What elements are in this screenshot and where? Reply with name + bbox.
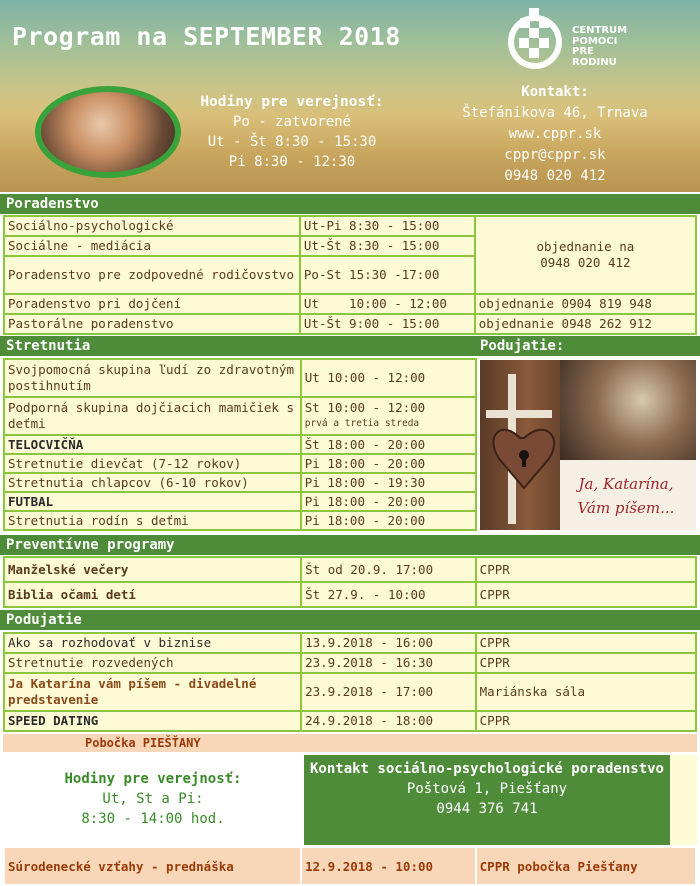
event-poster-image [480,360,696,530]
section-preventivne: Preventívne programy [0,535,700,555]
podujatie-label: Podujatie: [480,338,565,354]
family-photo [35,86,181,178]
table-row: Podporná skupina dojčiacich mamičiek s deťmi St 10:00 - 12:00 prvá a tretia streda [4,397,476,435]
branch-bar: Pobočka PIEŠŤANY [3,734,697,752]
branch-strip [670,755,697,845]
poradenstvo-table [3,215,697,335]
branch-hours: Hodiny pre verejnosť: Ut, St a Pi: 8:30 - 14:00 hod. [4,755,302,845]
saint-portrait [560,360,696,460]
table-row: Stretnutia rodín s deťmi Pi 18:00 - 20:00 [4,511,476,530]
stretnutia-table [3,358,477,531]
table-row: SPEED DATING 24.9.2018 - 18:00 CPPR [4,711,696,731]
table-row: Stretnutia chlapcov (6-10 rokov) Pi 18:00 - 19:30 [4,473,476,492]
section-podujatie: Podujatie [0,610,700,630]
table-row: Súrodenecké vzťahy - prednáška 12.9.2018 - 10:00 CPPR pobočka Piešťany [4,847,696,885]
public-hours: Hodiny pre verejnosť: Po - zatvorené Ut - Št 8:30 - 15:30 Pi 8:30 - 12:30 [200,94,384,170]
table-row: Biblia očami detí Št 27.9. - 10:00 CPPR [4,582,696,607]
table-row: Stretnutie dievčat (7-12 rokov) Pi 18:00 - 20:00 [4,454,476,473]
branch-contact: Kontakt sociálno-psychologické poradenstvo Poštová 1, Piešťany 0944 376 741 [304,755,670,845]
section-poradenstvo: Poradenstvo [0,194,700,214]
table-row: TELOCVIČŇA Št 18:00 - 20:00 [4,435,476,454]
contact-block: Kontakt: Štefánikova 46, Trnava www.cppr.sk cppr@cppr.sk 0948 020 412 [462,84,648,184]
table-row: FUTBAL Pi 18:00 - 20:00 [4,492,476,511]
branch-event-table [3,846,697,886]
table-row: Poradenstvo pre zodpovedné rodičovstvo Po-St 15:30 -17:00 [4,256,696,294]
table-row: Svojpomocná skupina ľudí zo zdravotným postihnutím Ut 10:00 - 12:00 [4,359,476,397]
table-row: Sociálne - mediácia Ut-Št 8:30 - 15:00 [4,236,696,256]
podujatie-table [3,632,697,732]
table-row: Ja Katarína vám píšem - divadelné predstavenie 23.9.2018 - 17:00 Mariánska sála [4,673,696,711]
poster-caption: Ja, Katarína, Vám píšem... [577,475,675,517]
logo-text: CENTRUM POMOCI PRE RODINU [572,25,628,68]
table-row: Poradenstvo pri dojčení Ut 10:00 - 12:00 objednanie 0904 819 948 [4,294,696,314]
preventivne-table [3,556,697,608]
page-title: Program na SEPTEMBER 2018 [12,22,401,51]
table-row: Pastorálne poradenstvo Ut-Št 9:00 - 15:00 objednanie 0948 262 912 [4,314,696,334]
appointment-note: objednanie na 0948 020 412 [475,216,696,294]
table-row: Ako sa rozhodovať v biznise 13.9.2018 - 16:00 CPPR [4,633,696,653]
table-row: Sociálno-psychologické Ut-Pi 8:30 - 15:00 objednanie na 0948 020 412 [4,216,696,236]
section-stretnutia: Stretnutia [0,336,700,356]
header-banner [0,0,700,192]
table-row: Stretnutie rozvedených 23.9.2018 - 16:30 CPPR [4,653,696,673]
table-row: Manželské večery Št od 20.9. 17:00 CPPR [4,557,696,582]
